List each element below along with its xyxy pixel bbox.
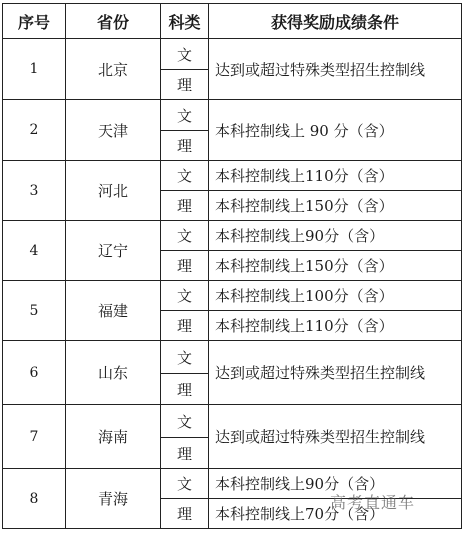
condition-cell: 达到或超过特殊类型招生控制线 [209,341,462,405]
table-body [3,39,462,529]
subject-cell: 文 [161,100,209,131]
province-cell: 青海 [66,469,161,529]
province-cell: 天津 [66,100,161,161]
row-index: 4 [3,221,66,281]
row-index: 6 [3,341,66,405]
subject-cell: 理 [161,499,209,529]
condition-cell: 本科控制线上90分（含） [209,221,462,251]
row-index: 8 [3,469,66,529]
subject-cell: 文 [161,161,209,191]
row-index: 7 [3,405,66,469]
condition-cell: 达到或超过特殊类型招生控制线 [209,39,462,100]
subject-cell: 文 [161,39,209,70]
header-index: 序号 [3,4,66,39]
condition-cell: 本科控制线上 90 分（含） [209,100,462,161]
condition-cell: 达到或超过特殊类型招生控制线 [209,405,462,469]
table-row [3,39,462,70]
row-index: 1 [3,39,66,100]
province-cell: 河北 [66,161,161,221]
header-province: 省份 [66,4,161,39]
condition-cell: 本科控制线上150分（含） [209,191,462,221]
province-cell: 北京 [66,39,161,100]
subject-cell: 理 [161,191,209,221]
reward-conditions-table [2,3,462,529]
subject-cell: 文 [161,281,209,311]
row-index: 5 [3,281,66,341]
condition-cell: 本科控制线上110分（含） [209,311,462,341]
table-row [3,341,462,374]
subject-cell: 理 [161,70,209,100]
subject-cell: 文 [161,469,209,499]
subject-cell: 理 [161,438,209,469]
province-cell: 辽宁 [66,221,161,281]
table-row [3,100,462,131]
watermark: 高考直通车 [330,493,416,512]
subject-cell: 文 [161,405,209,438]
table-row [3,281,462,311]
row-index: 2 [3,100,66,161]
subject-cell: 理 [161,374,209,405]
condition-cell: 本科控制线上70分（含） [209,499,462,529]
header-subject: 科类 [161,4,209,39]
subject-cell: 文 [161,341,209,374]
subject-cell: 理 [161,311,209,341]
province-cell: 山东 [66,341,161,405]
condition-cell: 本科控制线上110分（含） [209,161,462,191]
table-row [3,221,462,251]
condition-cell: 本科控制线上90分（含） [209,469,462,499]
table-row [3,161,462,191]
condition-cell: 本科控制线上100分（含） [209,281,462,311]
table-row [3,405,462,438]
subject-cell: 文 [161,221,209,251]
province-cell: 海南 [66,405,161,469]
header-condition: 获得奖励成绩条件 [209,4,462,39]
subject-cell: 理 [161,251,209,281]
row-index: 3 [3,161,66,221]
subject-cell: 理 [161,131,209,161]
province-cell: 福建 [66,281,161,341]
header-row [3,4,462,39]
condition-cell: 本科控制线上150分（含） [209,251,462,281]
